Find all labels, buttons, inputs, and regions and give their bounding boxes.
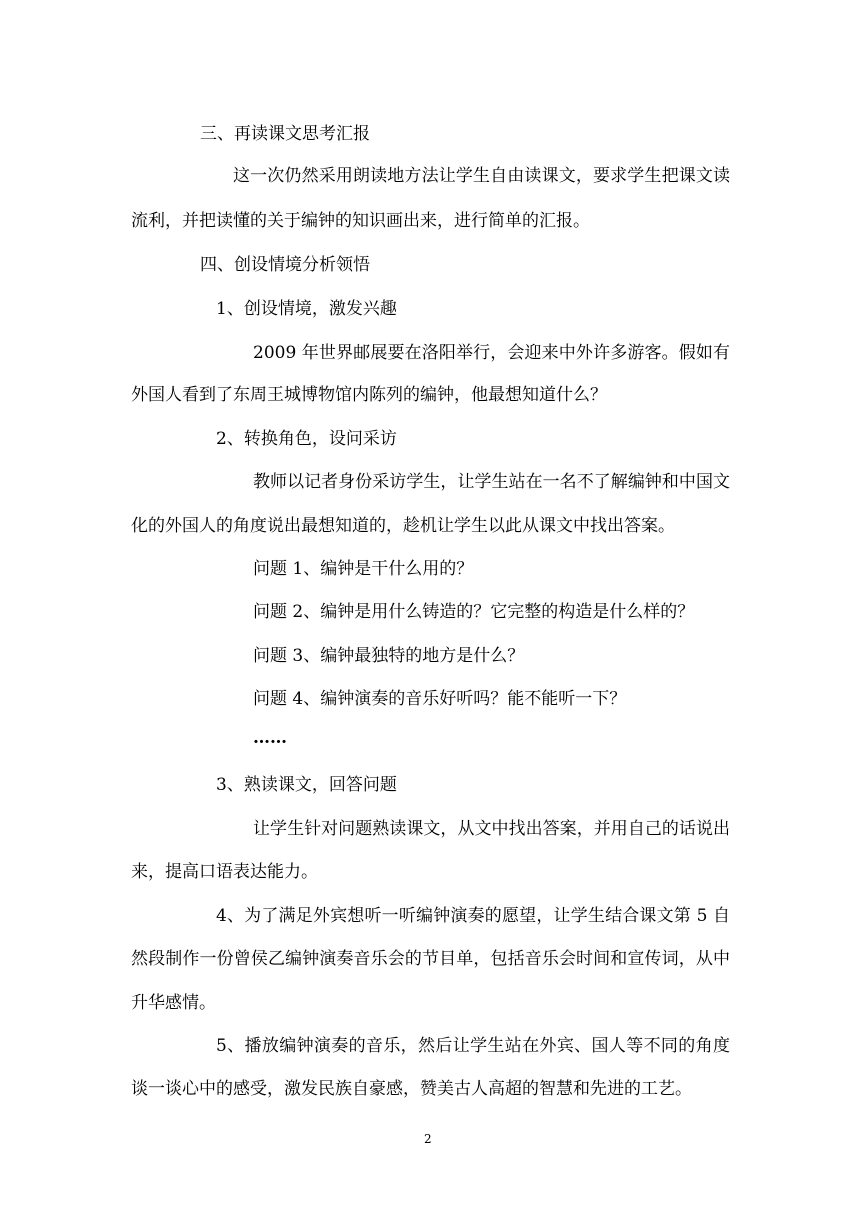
item2-title: 2、转换角色，设问采访 <box>216 429 397 449</box>
question-1: 问题 1、编钟是干什么用的？ <box>253 559 474 579</box>
question-3: 问题 3、编钟最独特的地方是什么？ <box>253 646 525 666</box>
questions-ellipsis: …… <box>253 728 287 748</box>
item4-line3: 升华感情。 <box>131 993 216 1013</box>
item3-line1: 让学生针对问题熟读课文，从文中找出答案，并用自己的话说出 <box>253 819 730 839</box>
item5-line2: 谈一谈心中的感受，激发民族自豪感，赞美古人高超的智慧和先进的工艺。 <box>131 1079 692 1099</box>
item3-title: 3、熟读课文，回答问题 <box>216 775 397 795</box>
item1-line1: 2009 年世界邮展要在洛阳举行，会迎来中外许多游客。假如有 <box>253 343 730 363</box>
page-number: 2 <box>424 1132 432 1146</box>
section3-body-line1: 这一次仍然采用朗读地方法让学生自由读课文，要求学生把课文读 <box>233 166 730 186</box>
item2-line1: 教师以记者身份采访学生，让学生站在一名不了解编钟和中国文 <box>253 472 730 492</box>
section3-heading: 三、再读课文思考汇报 <box>200 124 370 144</box>
question-2: 问题 2、编钟是用什么铸造的？它完整的构造是什么样的？ <box>253 602 695 622</box>
item3-line2: 来，提高口语表达能力。 <box>131 862 318 882</box>
item4-line1: 4、为了满足外宾想听一听编钟演奏的愿望，让学生结合课文第 5 自 <box>216 906 730 926</box>
section4-heading: 四、创设情境分析领悟 <box>200 255 370 275</box>
item1-line2: 外国人看到了东周王城博物馆内陈列的编钟，他最想知道什么？ <box>131 385 607 405</box>
question-4: 问题 4、编钟演奏的音乐好听吗？能不能听一下？ <box>253 689 627 709</box>
item5-line1: 5、播放编钟演奏的音乐，然后让学生站在外宾、国人等不同的角度 <box>216 1036 730 1056</box>
item2-line2: 化的外国人的角度说出最想知道的，趁机让学生以此从课文中找出答案。 <box>131 516 675 536</box>
item1-title: 1、创设情境，激发兴趣 <box>216 299 397 319</box>
item4-line2: 然段制作一份曾侯乙编钟演奏音乐会的节目单，包括音乐会时间和宣传词，从中 <box>131 949 730 969</box>
section3-body-line2: 流利，并把读懂的关于编钟的知识画出来，进行简单的汇报。 <box>131 211 590 231</box>
